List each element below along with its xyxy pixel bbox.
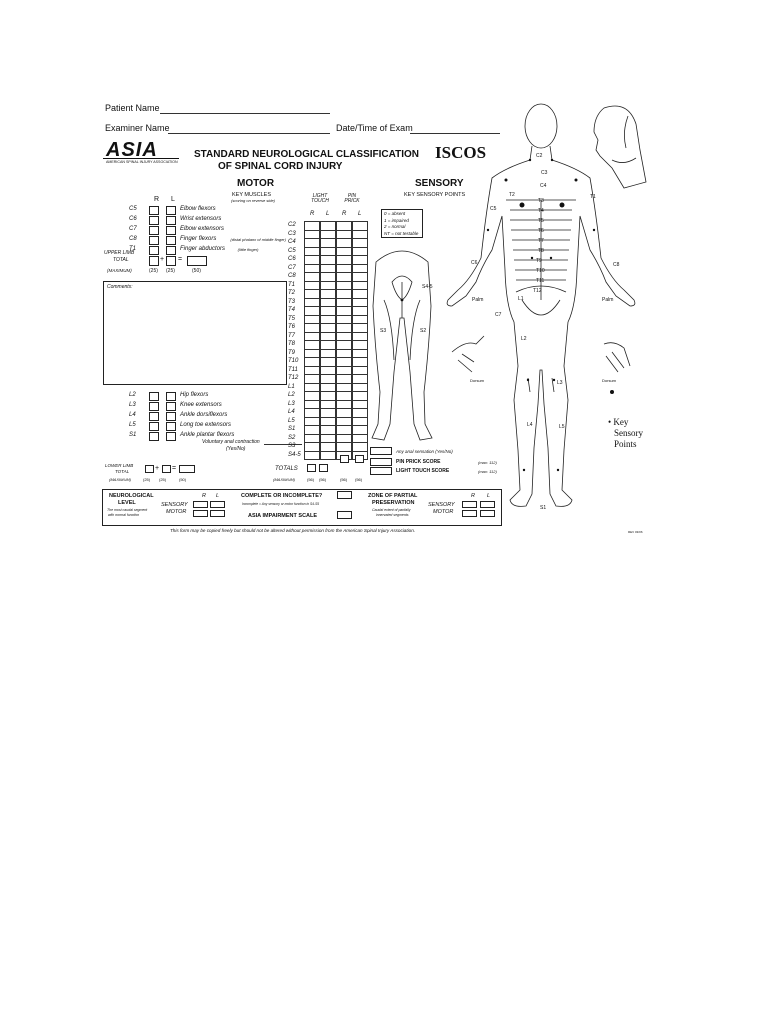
front-level-label: C6 (471, 260, 478, 266)
anal-sensation-label: Any anal sensation (Yes/No) (396, 449, 453, 454)
sensory-level-label: L2 (288, 392, 295, 398)
pin-prick-header-line2: PRICK (344, 198, 360, 204)
front-level-label: C7 (495, 312, 502, 318)
date-time-label: Date/Time of Exam (336, 123, 413, 133)
plus-sign: + (155, 465, 160, 472)
upper-motor-name-label: Wrist extensors (180, 216, 222, 222)
key-sensory-points-legend (608, 417, 643, 450)
lower-motor-name-label: Long toe extensors (180, 422, 232, 428)
sensory-level-label: T5 (288, 315, 296, 322)
palm-left-label: Palm (472, 297, 484, 303)
lt-max-r: (56) (307, 477, 315, 482)
sensory-level-label: T4 (288, 307, 296, 313)
sensory-level-label: T8 (288, 341, 296, 347)
upper-motor-name-label: Finger abductors (180, 246, 226, 252)
sensory-level-label: T7 (288, 332, 296, 339)
front-level-label: T3 (538, 198, 544, 204)
front-level-label: T9 (536, 258, 542, 264)
sensory-level-label: T2 (288, 290, 296, 296)
sensory-level-label: T9 (288, 349, 296, 356)
sensory-level-label: T3 (288, 298, 296, 305)
key-muscles-heading: KEY MUSCLES (232, 192, 272, 198)
neuro-motor-l-box[interactable] (210, 510, 225, 517)
asia-logo: ASIA (106, 139, 158, 161)
upper-motor-name-label: Elbow extensors (180, 226, 225, 232)
front-level-label: C4 (540, 183, 547, 189)
front-level-label: T2 (509, 192, 515, 198)
light-touch-header-line2: TOUCH (311, 198, 329, 204)
comments-label: Comments: (107, 284, 133, 290)
equals-sign: = (178, 256, 183, 263)
left-dorsum-hand (452, 336, 484, 372)
pp-r-header: R (342, 211, 347, 217)
scoring-note: (scoring on reverse side) (231, 198, 276, 203)
sensory-level-label: L5 (288, 417, 295, 424)
key-sensory-points-heading: KEY SENSORY POINTS (404, 192, 466, 198)
sensory-level-label: S4-5 (288, 451, 301, 458)
complete-note: Incomplete = Any sensory or motor function in S4-S5 (242, 502, 320, 506)
front-level-label: L2 (521, 336, 527, 342)
sensory-level-label: L4 (288, 409, 295, 415)
asia-subtitle: AMERICAN SPINAL INJURY ASSOCIATION (106, 160, 178, 164)
front-level-label: C2 (536, 153, 543, 159)
sensory-level-label: S1 (288, 426, 296, 432)
sensory-level-label: C3 (288, 230, 296, 237)
zone-l-header: L (487, 493, 491, 499)
equals-sign: = (172, 465, 177, 472)
upper-limb-label: UPPER LIMB (104, 250, 135, 256)
pin-prick-header-line1: PIN (347, 193, 357, 199)
front-level-label: L3 (557, 380, 563, 386)
lower-motor-level-label: L4 (129, 412, 136, 418)
legend-absent: 0 = absent (384, 211, 406, 216)
back-s2-label: S2 (420, 328, 427, 334)
front-level-label: T12 (533, 288, 542, 294)
upper-motor-name-label: Finger flexors (180, 236, 217, 242)
neuro-note2: with normal function (108, 513, 140, 517)
asia-impairment-scale-label: ASIA IMPAIRMENT SCALE (248, 513, 318, 519)
sensory-level-label: T10 (288, 358, 299, 364)
motor-r-header: R (154, 196, 160, 203)
lt-r-header: R (310, 211, 315, 217)
neuro-sensory-l-box[interactable] (210, 501, 225, 508)
form-title-line1: STANDARD NEUROLOGICAL CLASSIFICATION (194, 149, 419, 160)
front-level-label: C8 (613, 262, 620, 268)
revision-label: REV 03/06 (628, 530, 643, 534)
front-level-label: T1 (590, 194, 596, 200)
front-level-label: T11 (536, 278, 545, 284)
sensory-level-label: C5 (288, 247, 296, 254)
pin-prick-max: (max: 112) (478, 460, 497, 465)
lower-max-r: (25) (143, 477, 151, 482)
front-level-label: L5 (559, 424, 565, 430)
lower-limb-label: LOWER LIMB (105, 463, 134, 468)
upper-motor-level-label: C7 (129, 226, 137, 232)
sensory-level-label: T6 (288, 324, 296, 330)
neurological-label: NEUROLOGICAL (109, 493, 154, 499)
front-level-label: L1 (518, 296, 524, 302)
key-legend-line2: Sensory (614, 428, 643, 438)
plus-sign: + (160, 256, 165, 263)
zone-sensory-label: SENSORY (428, 502, 455, 508)
front-level-label: T5 (538, 218, 544, 224)
sensory-level-label: C4 (288, 239, 296, 245)
sensory-level-label: S2 (288, 434, 296, 441)
pp-l-header: L (358, 211, 362, 217)
back-s45-label: S4-5 (422, 284, 433, 290)
upper-motor-level-label: C5 (129, 206, 137, 212)
sensory-level-label: C6 (288, 256, 296, 262)
key-legend-line3: Points (614, 439, 637, 449)
upper-maximum-label: (MAXIMUM) (107, 268, 132, 273)
light-touch-header-line1: LIGHT (312, 193, 328, 199)
lower-motor-name-label: Ankle plantar flexors (180, 432, 235, 438)
dorsum-right-label: Dorsum (602, 378, 617, 383)
examiner-name-label: Examiner Name (105, 123, 170, 133)
sensory-level-label: T11 (288, 366, 298, 373)
sensory-level-label: C2 (288, 222, 296, 228)
front-level-label: T6 (538, 228, 544, 234)
asia-impairment-scale-box[interactable] (337, 511, 352, 519)
neuro-note1: The most caudal segment (107, 508, 148, 512)
sensory-heading: SENSORY (415, 178, 464, 189)
upper-motor-level-label: T1 (129, 246, 137, 252)
lt-max-l: (56) (319, 477, 327, 482)
lower-motor-level-label: L5 (129, 422, 136, 428)
back-s3-label: S3 (380, 328, 387, 334)
legend-impaired: 1 = impaired (384, 217, 409, 223)
zone-sensory-l-box[interactable] (480, 501, 495, 508)
zone-note2: innervated segments (376, 513, 409, 517)
sensory-level-label: S3 (288, 443, 296, 449)
legend-nt: NT = not testable (384, 230, 419, 236)
lower-motor-name-label: Hip flexors (180, 392, 209, 398)
footer-note: This form may be copied freely but should not be altered without permission from the American Spinal Injury Association. (170, 528, 416, 533)
legend-normal: 2 = normal (384, 224, 406, 229)
pin-prick-score-label: PIN PRICK SCORE (396, 459, 441, 465)
neuro-l-header: L (216, 493, 220, 499)
totals-label: TOTALS (275, 466, 298, 472)
side-head-diagram (594, 106, 646, 188)
lower-motor-level-label: S1 (129, 432, 137, 438)
front-level-label: T10 (536, 268, 545, 274)
zone-motor-label: MOTOR (433, 509, 454, 515)
neuro-motor-r-box[interactable] (193, 510, 208, 517)
light-touch-max: (max: 112) (478, 469, 497, 474)
upper-motor-name-label: Elbow flexors (180, 206, 216, 212)
neuro-r-header: R (202, 493, 206, 499)
upper-max-l: (25) (166, 268, 175, 274)
neuro-sensory-r-box[interactable] (193, 501, 208, 508)
form-title-line2: OF SPINAL CORD INJURY (218, 161, 343, 172)
front-level-label: C5 (490, 206, 497, 212)
pp-max-r: (56) (340, 477, 348, 482)
lower-motor-name-label: Knee extensors (180, 402, 222, 408)
sensory-level-label: L3 (288, 400, 295, 407)
lower-max-total: (50) (179, 477, 187, 482)
upper-max-total: (50) (192, 268, 201, 274)
sensory-level-label: T12 (288, 375, 299, 381)
neuro-motor-label: MOTOR (166, 509, 187, 515)
light-touch-score-label: LIGHT TOUCH SCORE (396, 468, 450, 474)
motor-l-header: L (171, 196, 175, 203)
patient-name-label: Patient Name (105, 103, 160, 113)
zone-preservation-label: PRESERVATION (372, 500, 415, 506)
posterior-lower-body-diagram (372, 251, 432, 440)
motor-heading: MOTOR (237, 178, 275, 189)
lower-max-l: (25) (159, 477, 167, 482)
upper-motor-note: (little finger) (237, 247, 259, 252)
lt-l-header: L (326, 211, 330, 217)
front-level-label: T4 (538, 208, 544, 214)
lower-motor-level-label: L2 (129, 392, 136, 398)
complete-incomplete-label: COMPLETE OR INCOMPLETE? (241, 493, 323, 499)
anal-contraction-yn: (Yes/No) (226, 446, 246, 452)
right-dorsum-hand (604, 343, 630, 372)
front-level-label: S1 (540, 505, 547, 511)
lower-motor-name-label: Ankle dorsiflexors (180, 412, 228, 418)
dorsum-left-label: Dorsum (470, 378, 485, 383)
front-level-label: L4 (527, 422, 533, 428)
lower-maximum-label: (MAXIMUM) (109, 477, 131, 482)
front-level-label: C3 (541, 170, 548, 176)
front-level-label: T7 (538, 238, 544, 244)
complete-incomplete-box[interactable] (337, 491, 352, 499)
zone-sensory-r-box[interactable] (462, 501, 477, 508)
zone-motor-r-box[interactable] (462, 510, 477, 517)
upper-motor-note: (distal phalanx of middle finger) (230, 237, 286, 242)
anal-contraction-label: Voluntary anal contraction (202, 439, 260, 445)
iscos-logo: ISCOS (435, 143, 487, 162)
sensory-level-label: L1 (288, 383, 295, 390)
lower-total-label: TOTAL (115, 469, 130, 474)
palm-right-label: Palm (602, 297, 614, 303)
sensory-maximum-label: (MAXIMUM) (273, 477, 295, 482)
sensory-level-label: C8 (288, 273, 296, 279)
zone-motor-l-box[interactable] (480, 510, 495, 517)
zone-note1: Caudal extent of partially (372, 508, 411, 512)
upper-max-r: (25) (149, 268, 158, 274)
anterior-body-diagram (447, 104, 635, 506)
sensory-level-label: T1 (288, 281, 296, 288)
sensory-level-label: C7 (288, 264, 296, 271)
upper-motor-level-label: C8 (129, 236, 137, 242)
level-label: LEVEL (118, 500, 136, 506)
upper-motor-level-label: C6 (129, 216, 137, 222)
pp-max-l: (56) (355, 477, 363, 482)
upper-total-label: TOTAL (113, 257, 129, 263)
zone-r-header: R (471, 493, 475, 499)
neuro-sensory-label: SENSORY (161, 502, 188, 508)
front-level-label: T8 (538, 248, 544, 254)
key-legend-line1: • Key (608, 417, 629, 427)
lower-motor-level-label: L3 (129, 402, 136, 408)
zone-partial-label: ZONE OF PARTIAL (368, 493, 418, 499)
